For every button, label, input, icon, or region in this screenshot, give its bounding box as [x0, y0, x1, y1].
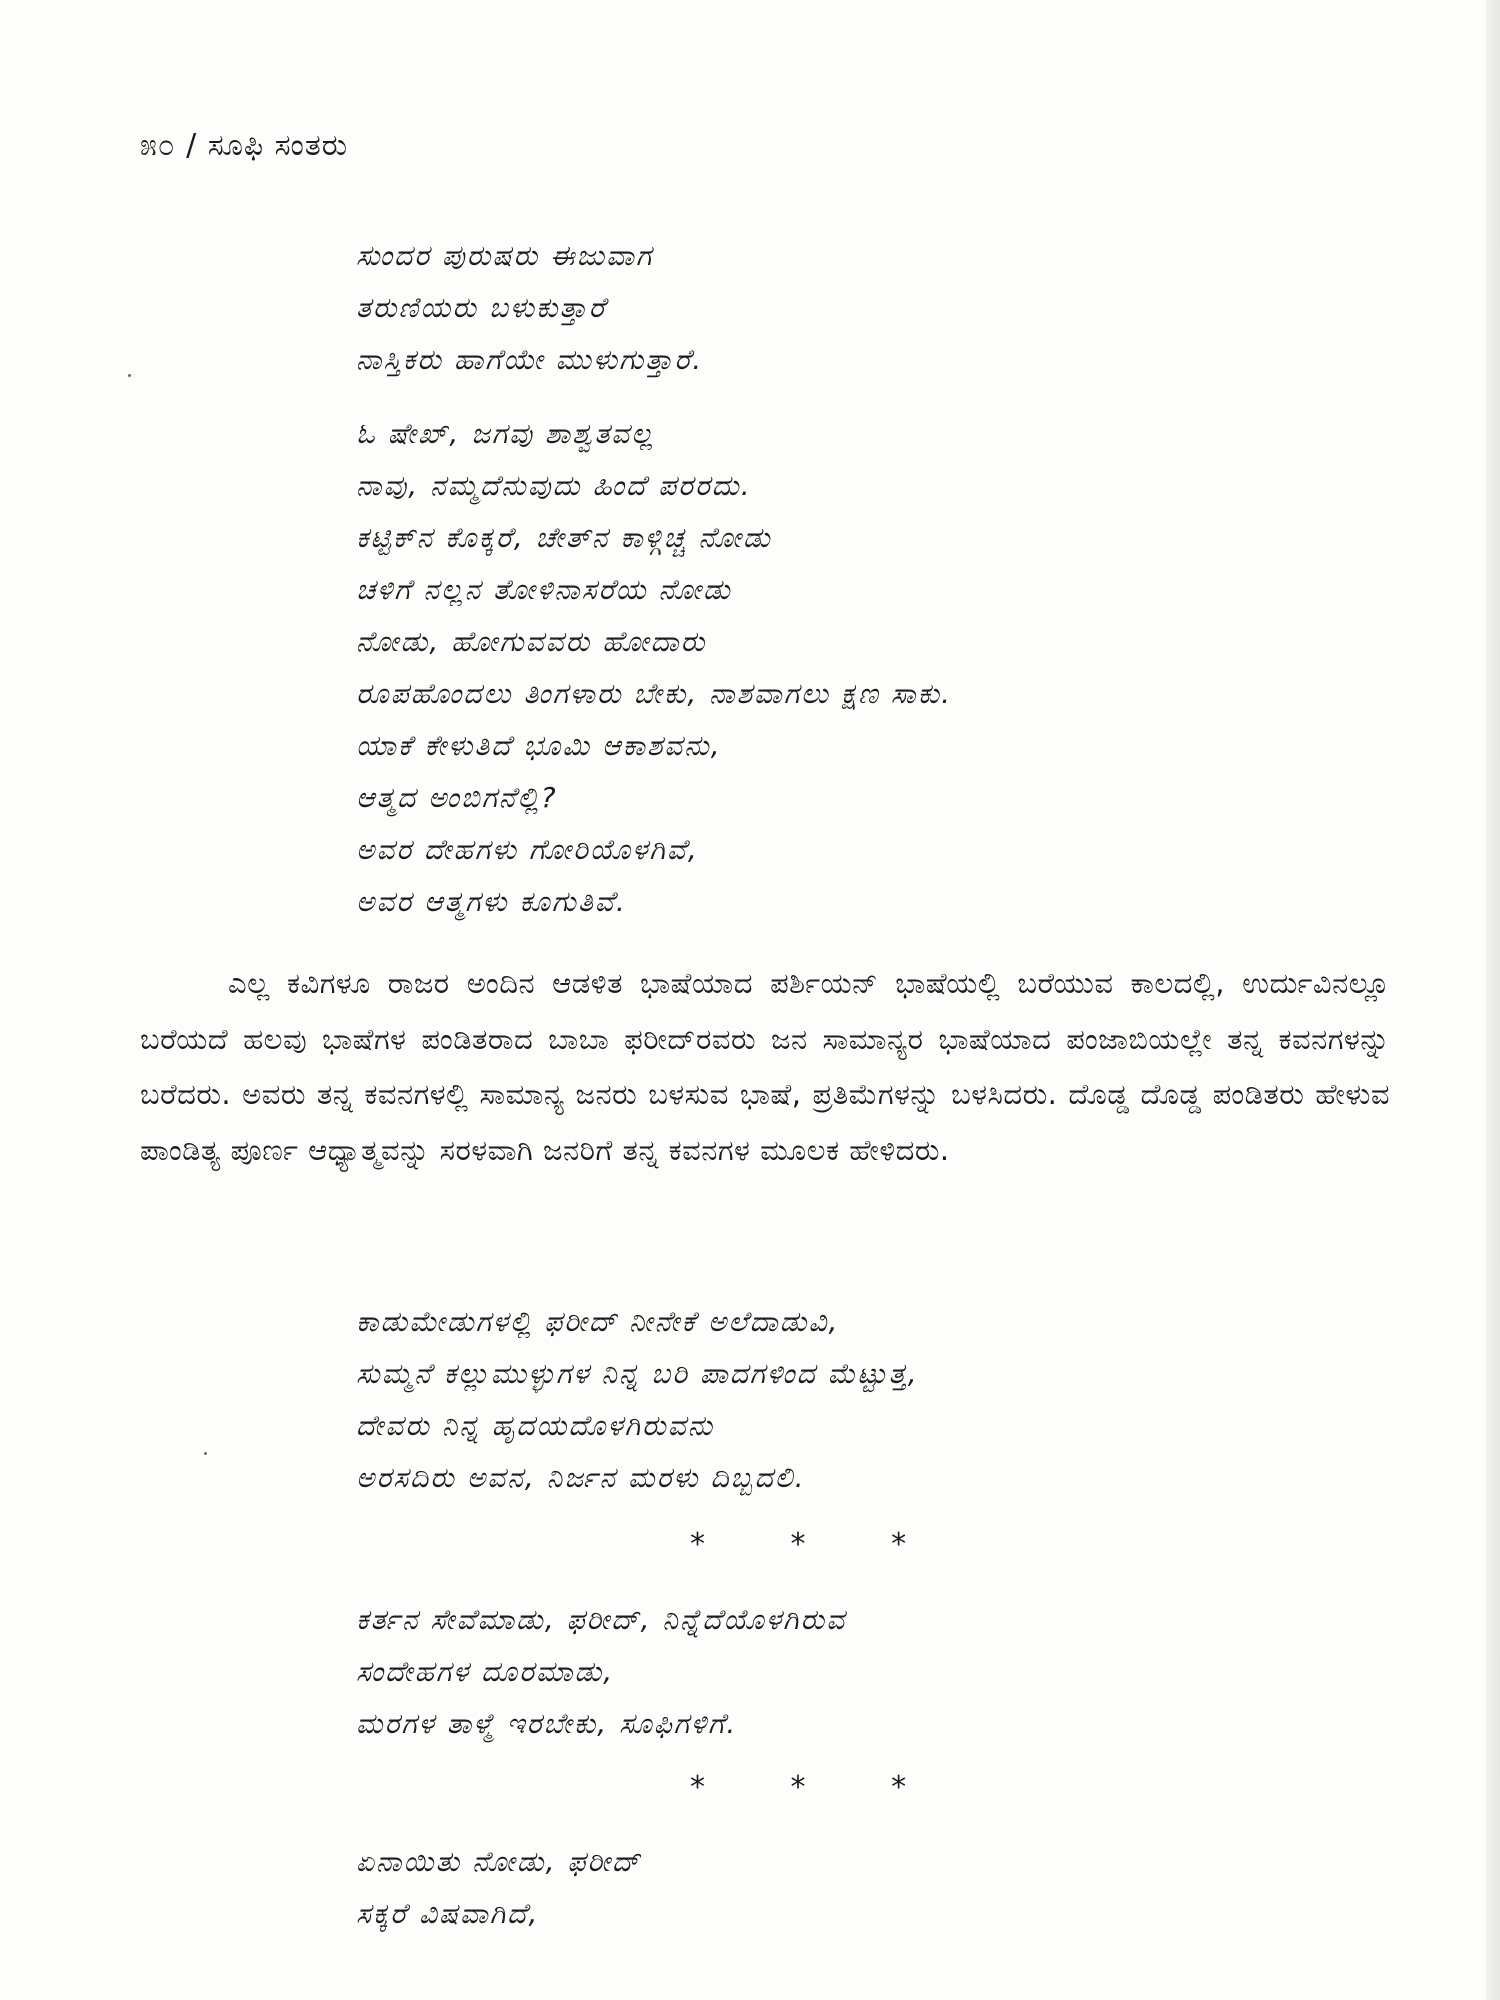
print-speck [128, 374, 131, 377]
verse-line: ಸಂದೇಹಗಳ ದೂರಮಾಡು, [356, 1655, 615, 1688]
verse-line: ಮರಗಳ ತಾಳ್ಮೆ ಇರಬೇಕು, ಸೂಫಿಗಳಿಗೆ. [356, 1707, 738, 1740]
print-speck [204, 1452, 207, 1455]
verse-line: ನಾಸ್ತಿಕರು ಹಾಗೆಯೇ ಮುಳುಗುತ್ತಾರೆ. [356, 343, 704, 376]
verse-stanza-4 [356, 1594, 846, 1750]
verse-stanza-2 [356, 408, 952, 928]
body-paragraph: ಎಲ್ಲ ಕವಿಗಳೂ ರಾಜರ ಅಂದಿನ ಆಡಳಿತ ಭಾಷೆಯಾದ ಪರ್ಶಿಯನ್ ಭಾಷೆಯಲ್ಲಿ ಬರೆಯುವ ಕಾಲದಲ್ಲಿ, ಉರ್ದುವಿನಲ್ಲೂ ಬರೆಯದೆ ಹಲವು ಭಾಷೆಗಳ ಪಂಡಿತರಾದ ಬಾಬಾ ಫರೀದ್‌ರವರು ಜನ ಸಾಮಾನ್ಯರ ಭಾಷೆಯಾದ ಪಂಜಾಬಿಯಲ್ಲೇ ತನ್ನ ಕವನಗಳನ್ನು ಬರೆದರು. ಅವರು ತನ್ನ ಕವನಗಳಲ್ಲಿ ಸಾಮಾನ್ಯ ಜನರು ಬಳಸುವ ಭಾಷೆ, ಪ್ರತಿಮೆಗಳನ್ನು ಬಳಸಿದರು. ದೊಡ್ಡ ದೊಡ್ಡ ಪಂಡಿತರು ಹೇಳುವ ಪಾಂಡಿತ್ಯ ಪೂರ್ಣ ಆಧ್ಯಾತ್ಮವನ್ನು ಸರಳವಾಗಿ ಜನರಿಗೆ ತನ್ನ ಕವನಗಳ ಮೂಲಕ ಹೇಳಿದರು. [140, 966, 1390, 1167]
verse-line: ಚಳಿಗೆ ನಲ್ಲನ ತೋಳಿನಾಸರೆಯ ನೋಡು [356, 573, 732, 606]
verse-line: ಸುಂದರ ಪುರುಷರು ಈಜುವಾಗ [356, 239, 654, 272]
section-separator: * * * [690, 1770, 945, 1805]
verse-stanza-3 [356, 1296, 919, 1504]
page-edge-shadow [1486, 0, 1500, 2000]
verse-line: ಕಟ್ಟಿಕ್‌ನ ಕೊಕ್ಕರೆ, ಚೇತ್‌ನ ಕಾಳ್ಗಿಚ್ಚ ನೋಡು [356, 521, 772, 554]
verse-line: ಅವರ ದೇಹಗಳು ಗೋರಿಯೊಳಗಿವೆ, [356, 833, 699, 866]
verse-line: ಸುಮ್ಮನೆ ಕಲ್ಲುಮುಳ್ಳುಗಳ ನಿನ್ನ ಬರಿ ಪಾದಗಳಿಂದ ಮೆಟ್ಟುತ್ತ, [356, 1357, 919, 1390]
verse-line: ಸಕ್ಕರೆ ವಿಷವಾಗಿದೆ, [356, 1897, 540, 1930]
verse-line: ದೇವರು ನಿನ್ನ ಹೃದಯದೊಳಗಿರುವನು [356, 1409, 715, 1442]
verse-stanza-5 [356, 1836, 641, 1940]
verse-line: ನೋಡು, ಹೋಗುವವರು ಹೋದಾರು [356, 625, 707, 658]
verse-line: ಯಾಕೆ ಕೇಳುತಿದೆ ಭೂಮಿ ಆಕಾಶವನು, [356, 729, 722, 762]
verse-line: ಓ ಷೇಖ್, ಜಗವು ಶಾಶ್ವತವಲ್ಲ [356, 417, 655, 450]
verse-line: ಆತ್ಮದ ಅಂಬಿಗನೆಲ್ಲಿ? [356, 781, 558, 814]
verse-line: ಕಾಡುಮೇಡುಗಳಲ್ಲಿ ಫರೀದ್ ನೀನೇಕೆ ಅಲೆದಾಡುವಿ, [356, 1305, 840, 1338]
verse-line: ರೂಪಹೊಂದಲು ತಿಂಗಳಾರು ಬೇಕು, ನಾಶವಾಗಲು ಕ್ಷಣ ಸಾಕು. [356, 677, 953, 710]
verse-line: ಅವರ ಆತ್ಮಗಳು ಕೂಗುತಿವೆ. [356, 885, 627, 918]
verse-line: ತರುಣಿಯರು ಬಳುಕುತ್ತಾರೆ [356, 291, 607, 324]
verse-line: ನಾವು, ನಮ್ಮದೆನುವುದು ಹಿಂದೆ ಪರರದು. [356, 469, 752, 502]
section-separator: * * * [690, 1527, 945, 1562]
running-head: ೫೦ / ಸೂಫಿ ಸಂತರು [140, 128, 349, 163]
verse-line: ಅರಸದಿರು ಅವನ, ನಿರ್ಜನ ಮರಳು ದಿಬ್ಬದಲಿ. [356, 1461, 806, 1494]
verse-stanza-1 [356, 230, 703, 386]
verse-line: ಕರ್ತನ ಸೇವೆಮಾಡು, ಫರೀದ್, ನಿನ್ನೆದೆಯೊಳಗಿರುವ [356, 1603, 847, 1636]
verse-line: ಏನಾಯಿತು ನೋಡು, ಫರೀದ್ [356, 1845, 642, 1878]
